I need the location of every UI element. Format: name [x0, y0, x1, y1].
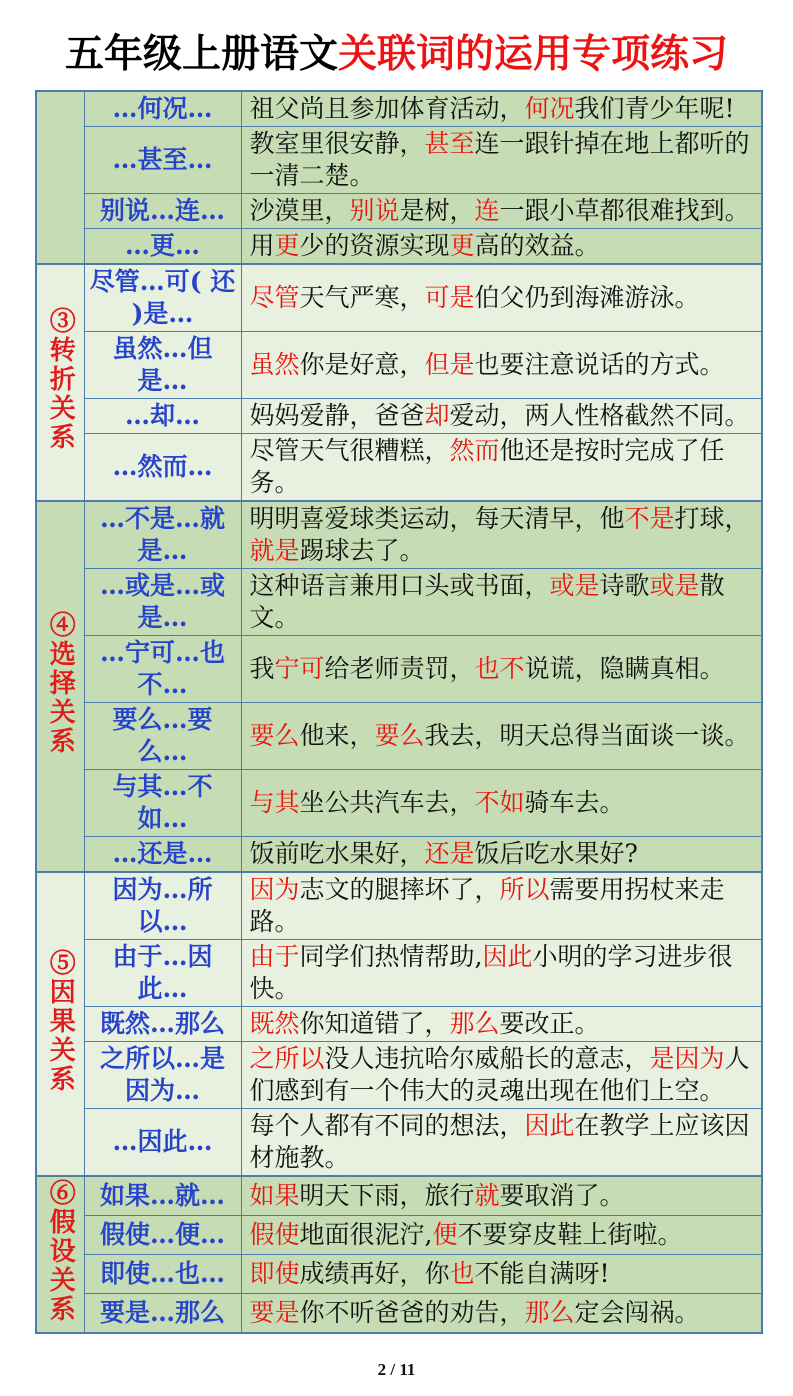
example-cell: 虽然你是好意，但是也要注意说话的方式。 — [241, 332, 762, 399]
example-cell: 妈妈爱静，爸爸却爱动，两人性格截然不同。 — [241, 399, 762, 434]
table-row — [36, 636, 762, 703]
section-transition — [36, 264, 762, 501]
table-row — [36, 1216, 762, 1255]
example-cell: 假使地面很泥泞,便不要穿皮鞋上街啦。 — [241, 1216, 762, 1255]
conjunction-table — [35, 90, 763, 1334]
example-cell: 我宁可给老师责罚，也不说谎，隐瞒真相。 — [241, 636, 762, 703]
table-row — [36, 194, 762, 229]
section-selection — [36, 501, 762, 872]
table-row — [36, 434, 762, 502]
example-cell: 这种语言兼用口头或书面，或是诗歌或是散文。 — [241, 569, 762, 636]
conjunction-cell: 因为…所以… — [84, 872, 241, 940]
table-row — [36, 332, 762, 399]
table-row — [36, 399, 762, 434]
conjunction-cell: …何况… — [84, 91, 241, 127]
conjunction-cell: 既然…那么 — [84, 1007, 241, 1042]
table-row — [36, 264, 762, 332]
conjunction-cell: 要么…要么… — [84, 703, 241, 770]
example-cell: 既然你知道错了，那么要改正。 — [241, 1007, 762, 1042]
conjunction-cell: …因此… — [84, 1109, 241, 1177]
example-cell: 沙漠里，别说是树，连一跟小草都很难找到。 — [241, 194, 762, 229]
conjunction-cell: …还是… — [84, 837, 241, 873]
example-cell: 由于同学们热情帮助,因此小明的学习进步很快。 — [241, 940, 762, 1007]
category-label: ⑤因果关系 — [45, 948, 76, 1094]
table-row — [36, 91, 762, 127]
table-row — [36, 569, 762, 636]
example-cell: 因为志文的腿摔坏了，所以需要用拐杖来走路。 — [241, 872, 762, 940]
table-row — [36, 703, 762, 770]
example-cell: 明明喜爱球类运动，每天清早，他不是打球，就是踢球去了。 — [241, 501, 762, 569]
table-row — [36, 1293, 762, 1333]
example-cell: 要是你不听爸爸的劝告，那么定会闯祸。 — [241, 1293, 762, 1333]
example-cell: 教室里很安静，甚至连一跟针掉在地上都听的一清二楚。 — [241, 127, 762, 194]
example-cell: 即使成绩再好，你也不能自满呀! — [241, 1254, 762, 1293]
category-label: ③转折关系 — [45, 307, 76, 452]
category-cell — [36, 872, 84, 1176]
example-cell: 饭前吃水果好，还是饭后吃水果好? — [241, 837, 762, 873]
title-topic-part: 关联词的运用专项练习 — [338, 31, 729, 77]
example-cell: 要么他来，要么我去，明天总得当面谈一谈。 — [241, 703, 762, 770]
conjunction-cell: 别说…连… — [84, 194, 241, 229]
page-title — [0, 30, 793, 78]
section-cause-effect — [36, 872, 762, 1176]
category-label: ④选择关系 — [45, 611, 76, 756]
conjunction-cell: …或是…或是… — [84, 569, 241, 636]
example-cell: 尽管天气严寒，可是伯父仍到海滩游泳。 — [241, 264, 762, 332]
table-row — [36, 1254, 762, 1293]
example-cell: 每个人都有不同的想法，因此在教学上应该因材施教。 — [241, 1109, 762, 1177]
table-row — [36, 837, 762, 873]
example-cell: 之所以没人违抗哈尔威船长的意志，是因为人们感到有一个伟大的灵魂出现在他们上空。 — [241, 1042, 762, 1109]
conjunction-cell: 尽管…可( 还 )是… — [84, 264, 241, 332]
conjunction-cell: 如果…就… — [84, 1176, 241, 1216]
category-cell — [36, 91, 84, 264]
conjunction-cell: …甚至… — [84, 127, 241, 194]
conjunction-cell: 之所以…是因为… — [84, 1042, 241, 1109]
table-row — [36, 940, 762, 1007]
page-number: 2 / 11 — [377, 1360, 416, 1379]
example-cell: 用更少的资源实现更高的效益。 — [241, 229, 762, 265]
section-hypothesis — [36, 1176, 762, 1333]
category-cell — [36, 501, 84, 872]
conjunction-cell: 要是…那么 — [84, 1293, 241, 1333]
table-row — [36, 1109, 762, 1177]
conjunction-cell: 与其…不如… — [84, 770, 241, 837]
conjunction-cell: 虽然…但是… — [84, 332, 241, 399]
table-row — [36, 229, 762, 265]
conjunction-cell: 假使…便… — [84, 1216, 241, 1255]
table-row — [36, 1042, 762, 1109]
example-cell: 与其坐公共汽车去，不如骑车去。 — [241, 770, 762, 837]
example-cell: 如果明天下雨，旅行就要取消了。 — [241, 1176, 762, 1216]
category-label: ⑥假设关系 — [45, 1179, 76, 1324]
table-row — [36, 1176, 762, 1216]
category-cell — [36, 264, 84, 501]
section-continuation — [36, 91, 762, 264]
conjunction-cell: …不是…就是… — [84, 501, 241, 569]
table-row — [36, 1007, 762, 1042]
conjunction-cell: …更… — [84, 229, 241, 265]
conjunction-cell: …却… — [84, 399, 241, 434]
title-grade-part: 五年级上册语文 — [64, 31, 338, 77]
category-cell — [36, 1176, 84, 1333]
conjunction-cell: 由于…因此… — [84, 940, 241, 1007]
table-row — [36, 770, 762, 837]
example-cell: 祖父尚且参加体育活动，何况我们青少年呢! — [241, 91, 762, 127]
conjunction-cell: …然而… — [84, 434, 241, 502]
conjunction-cell: 即使…也… — [84, 1254, 241, 1293]
table-row — [36, 872, 762, 940]
table-row — [36, 501, 762, 569]
table-row — [36, 127, 762, 194]
example-cell: 尽管天气很糟糕，然而他还是按时完成了任务。 — [241, 434, 762, 502]
conjunction-cell: …宁可…也不… — [84, 636, 241, 703]
